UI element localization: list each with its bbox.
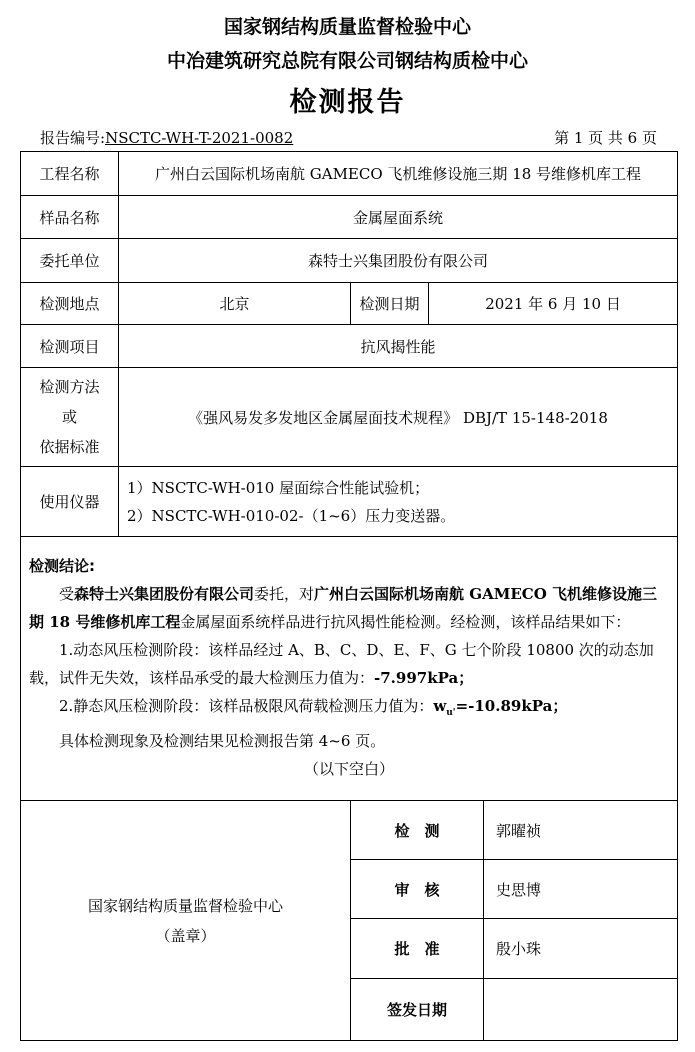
client-label: 委托单位 (21, 239, 119, 283)
org-title-1: 国家钢结构质量监督检验中心 (223, 16, 471, 38)
approve-name: 殷小珠 (484, 919, 678, 979)
project-label: 工程名称 (21, 152, 119, 196)
report-number (40, 127, 293, 148)
report-table (20, 151, 678, 1041)
conclusion-blank: （以下空白） (304, 760, 395, 778)
row-conclusion (21, 537, 678, 801)
item-label: 检测项目 (21, 325, 119, 368)
p2-value: -7.997kPa； (374, 669, 474, 687)
date-value: 2021 年 6 月 10 日 (429, 283, 678, 325)
row-sample (21, 196, 678, 239)
p1-project: 广州白云国际机场南航 GAMECO 飞机维修设施三期 18 号维修机库工程 (29, 585, 657, 631)
p1-text-b: 委托，对 (254, 585, 315, 603)
method-label-3: 依据标准 (39, 438, 100, 456)
location-label: 检测地点 (21, 283, 119, 325)
p3-formula (433, 697, 568, 718)
instrument-1: 1）NSCTC-WH-010 屋面综合性能试验机； (127, 478, 430, 497)
page-info: 第 1 页 共 6 页 (554, 129, 657, 147)
p1-text-a: 受 (59, 585, 75, 603)
instrument-value (119, 467, 678, 537)
location-value: 北京 (119, 283, 351, 325)
p3-text: 2.静态风压检测阶段：该样品极限风荷载检测压力值为： (59, 697, 434, 715)
p1-text-c: 金属屋面系统样品进行抗风揭性能检测。经检测，该样品结果如下： (180, 613, 631, 631)
conclusion-p2 (29, 636, 669, 692)
sample-label: 样品名称 (21, 196, 119, 239)
test-label: 检 测 (351, 801, 484, 860)
method-label (21, 368, 119, 467)
conclusion-p3 (29, 692, 669, 727)
row-instrument (21, 467, 678, 537)
row-item (21, 325, 678, 368)
instrument-2: 2）NSCTC-WH-010-02-（1~6）压力变送器。 (127, 506, 456, 525)
row-method (21, 368, 678, 467)
p2-text: 1.动态风压检测阶段：该样品经过 A、B、C、D、E、F、G 七个阶段 10800 次的动态加载，试件无失效，该样品承受的最大检测压力值为： (29, 641, 654, 687)
method-value: 《强风易发多发地区金属屋面技术规程》 DBJ/T 15-148-2018 (119, 368, 678, 467)
conclusion-p4: 具体检测现象及检测结果见检测报告第 4~6 页。 (59, 732, 386, 750)
p1-client: 森特士兴集团股份有限公司 (74, 585, 255, 603)
item-value: 抗风揭性能 (119, 325, 678, 368)
p3-subscript: u' (446, 708, 456, 718)
test-name: 郭曜祯 (484, 801, 678, 860)
conclusion-p1 (29, 580, 669, 636)
row-test (21, 801, 678, 860)
conclusion-title: 检测结论: (29, 557, 95, 575)
seal-area (21, 801, 351, 1041)
approve-label: 批 准 (351, 919, 484, 979)
p3-value: =-10.89kPa； (455, 697, 568, 715)
report-title: 检测报告 (289, 87, 406, 118)
p3-symbol: w (433, 697, 447, 715)
instrument-label: 使用仪器 (21, 467, 119, 537)
row-client (21, 239, 678, 283)
sample-value: 金属屋面系统 (119, 196, 678, 239)
client-value: 森特士兴集团股份有限公司 (119, 239, 678, 283)
seal-text: （盖章） (155, 926, 216, 945)
issue-label: 签发日期 (351, 979, 484, 1041)
method-label-2: 或 (61, 408, 77, 426)
review-label: 审 核 (351, 860, 484, 919)
seal-org: 国家钢结构质量监督检验中心 (87, 896, 283, 915)
conclusion (21, 537, 678, 801)
report-number-label: 报告编号: (40, 129, 106, 147)
issue-date (484, 979, 678, 1041)
row-location (21, 283, 678, 325)
date-label: 检测日期 (351, 283, 429, 325)
report-number-value: NSCTC-WH-T-2021-0082 (105, 129, 294, 147)
row-project (21, 152, 678, 196)
project-value: 广州白云国际机场南航 GAMECO 飞机维修设施三期 18 号维修机库工程 (119, 152, 678, 196)
method-label-1: 检测方法 (39, 378, 100, 396)
org-title-2: 中冶建筑研究总院有限公司钢结构质检中心 (166, 50, 528, 72)
review-name: 史思博 (484, 860, 678, 919)
